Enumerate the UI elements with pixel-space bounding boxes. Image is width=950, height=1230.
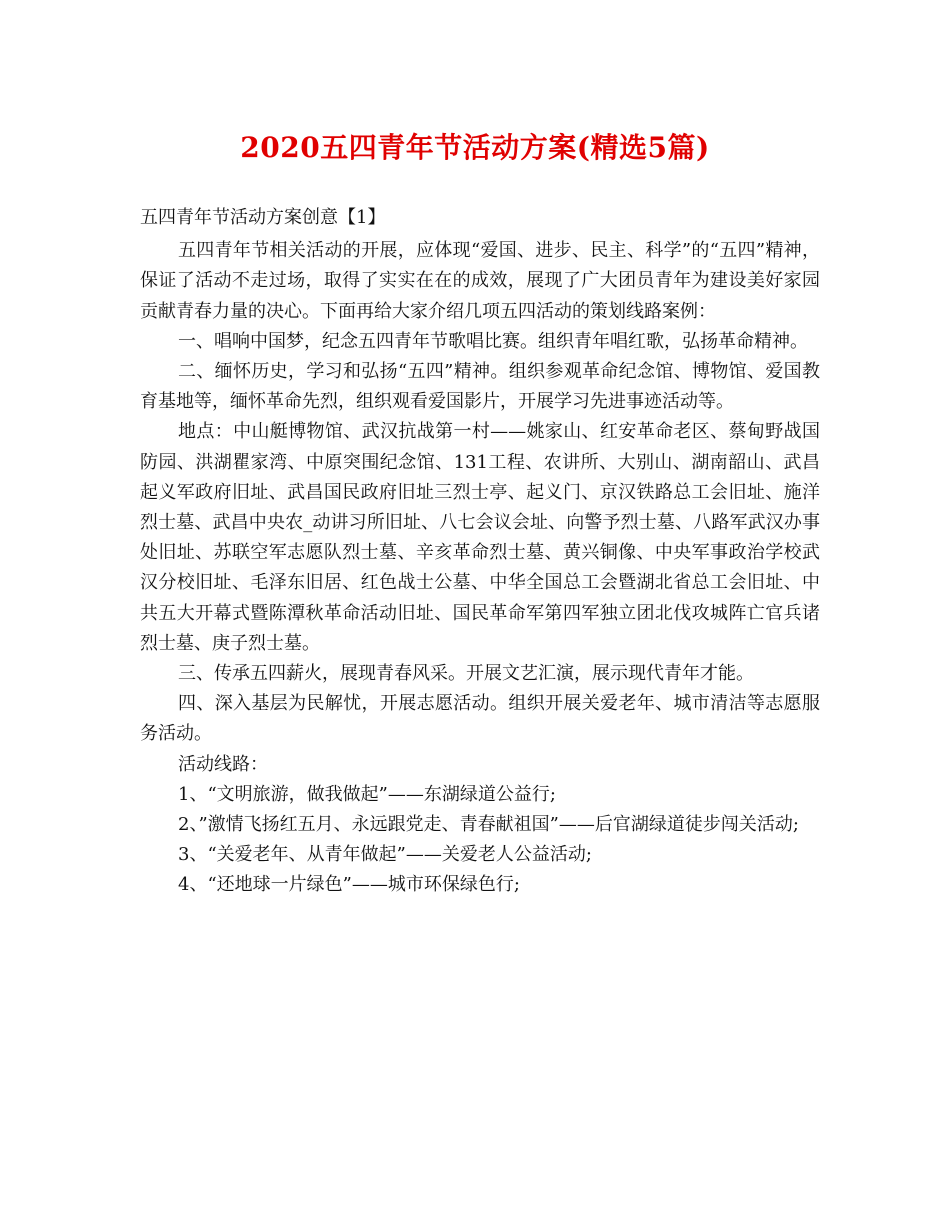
paragraph-intro: 五四青年节相关活动的开展，应体现“爱国、进步、民主、科学”的“五四”精神，保证了活动不走过场，取得了实实在在的成效，展现了广大团员青年为建设美好家园贡献青春力量的决心。下面再给大家介绍几项五四活动的策划线路案例： — [140, 240, 820, 322]
route-item-2: 2、”激情飞扬红五月、永远跟党走、青春献祖国”——后官湖绿道徒步闯关活动; — [178, 814, 799, 836]
paragraph-item-4: 四、深入基层为民解忧，开展志愿活动。组织开展关爱老年、城市清洁等志愿服务活动。 — [140, 693, 820, 745]
route-item-1: 1、“文明旅游，做我做起”——东湖绿道公益行; — [178, 783, 556, 805]
route-item-4: 4、“还地球一片绿色”——城市环保绿色行; — [178, 874, 520, 896]
paragraph-locations: 地点：中山艇博物馆、武汉抗战第一村——姚家山、红安革命老区、蔡甸野战国防园、洪湖瞿家湾、中原突围纪念馆、131工程、农讲所、大别山、湖南韶山、武昌起义军政府旧址、武昌国民政府旧址三烈士亭、起义门、京汉铁路总工会旧址、施洋烈士墓、武昌中央农_动讲习所旧址、八七会议会址、向警予烈士墓、八路军武汉办事处旧址、苏联空军志愿队烈士墓、辛亥革命烈士墓、黄兴铜像、中央军事政治学校武汉分校旧址、毛泽东旧居、红色战士公墓、中华全国总工会暨湖北省总工会旧址、中共五大开幕式暨陈潭秋革命活动旧址、国民革命军第四军独立团北伐攻城阵亡官兵诸烈士墓、庚子烈士墓。 — [140, 421, 820, 654]
paragraph-routes-label: 活动线路： — [178, 753, 268, 775]
document-body — [140, 203, 820, 901]
document-title: 2020五四青年节活动方案(精选5篇) — [240, 131, 710, 164]
paragraph-item-2: 二、缅怀历史，学习和弘扬“五四”精神。组织参观革命纪念馆、博物馆、爱国教育基地等，缅怀革命先烈，组织观看爱国影片，开展学习先进事迹活动等。 — [140, 361, 820, 413]
paragraph-item-1: 一、唱响中国梦，纪念五四青年节歌唱比赛。组织青年唱红歌，弘扬革命精神。 — [178, 330, 808, 352]
section-heading: 五四青年节活动方案创意【1】 — [140, 207, 386, 228]
route-item-3: 3、“关爱老年、从青年做起”——关爱老人公益活动; — [178, 844, 592, 866]
paragraph-item-3: 三、传承五四薪火，展现青春风采。开展文艺汇演，展示现代青年才能。 — [178, 663, 754, 685]
